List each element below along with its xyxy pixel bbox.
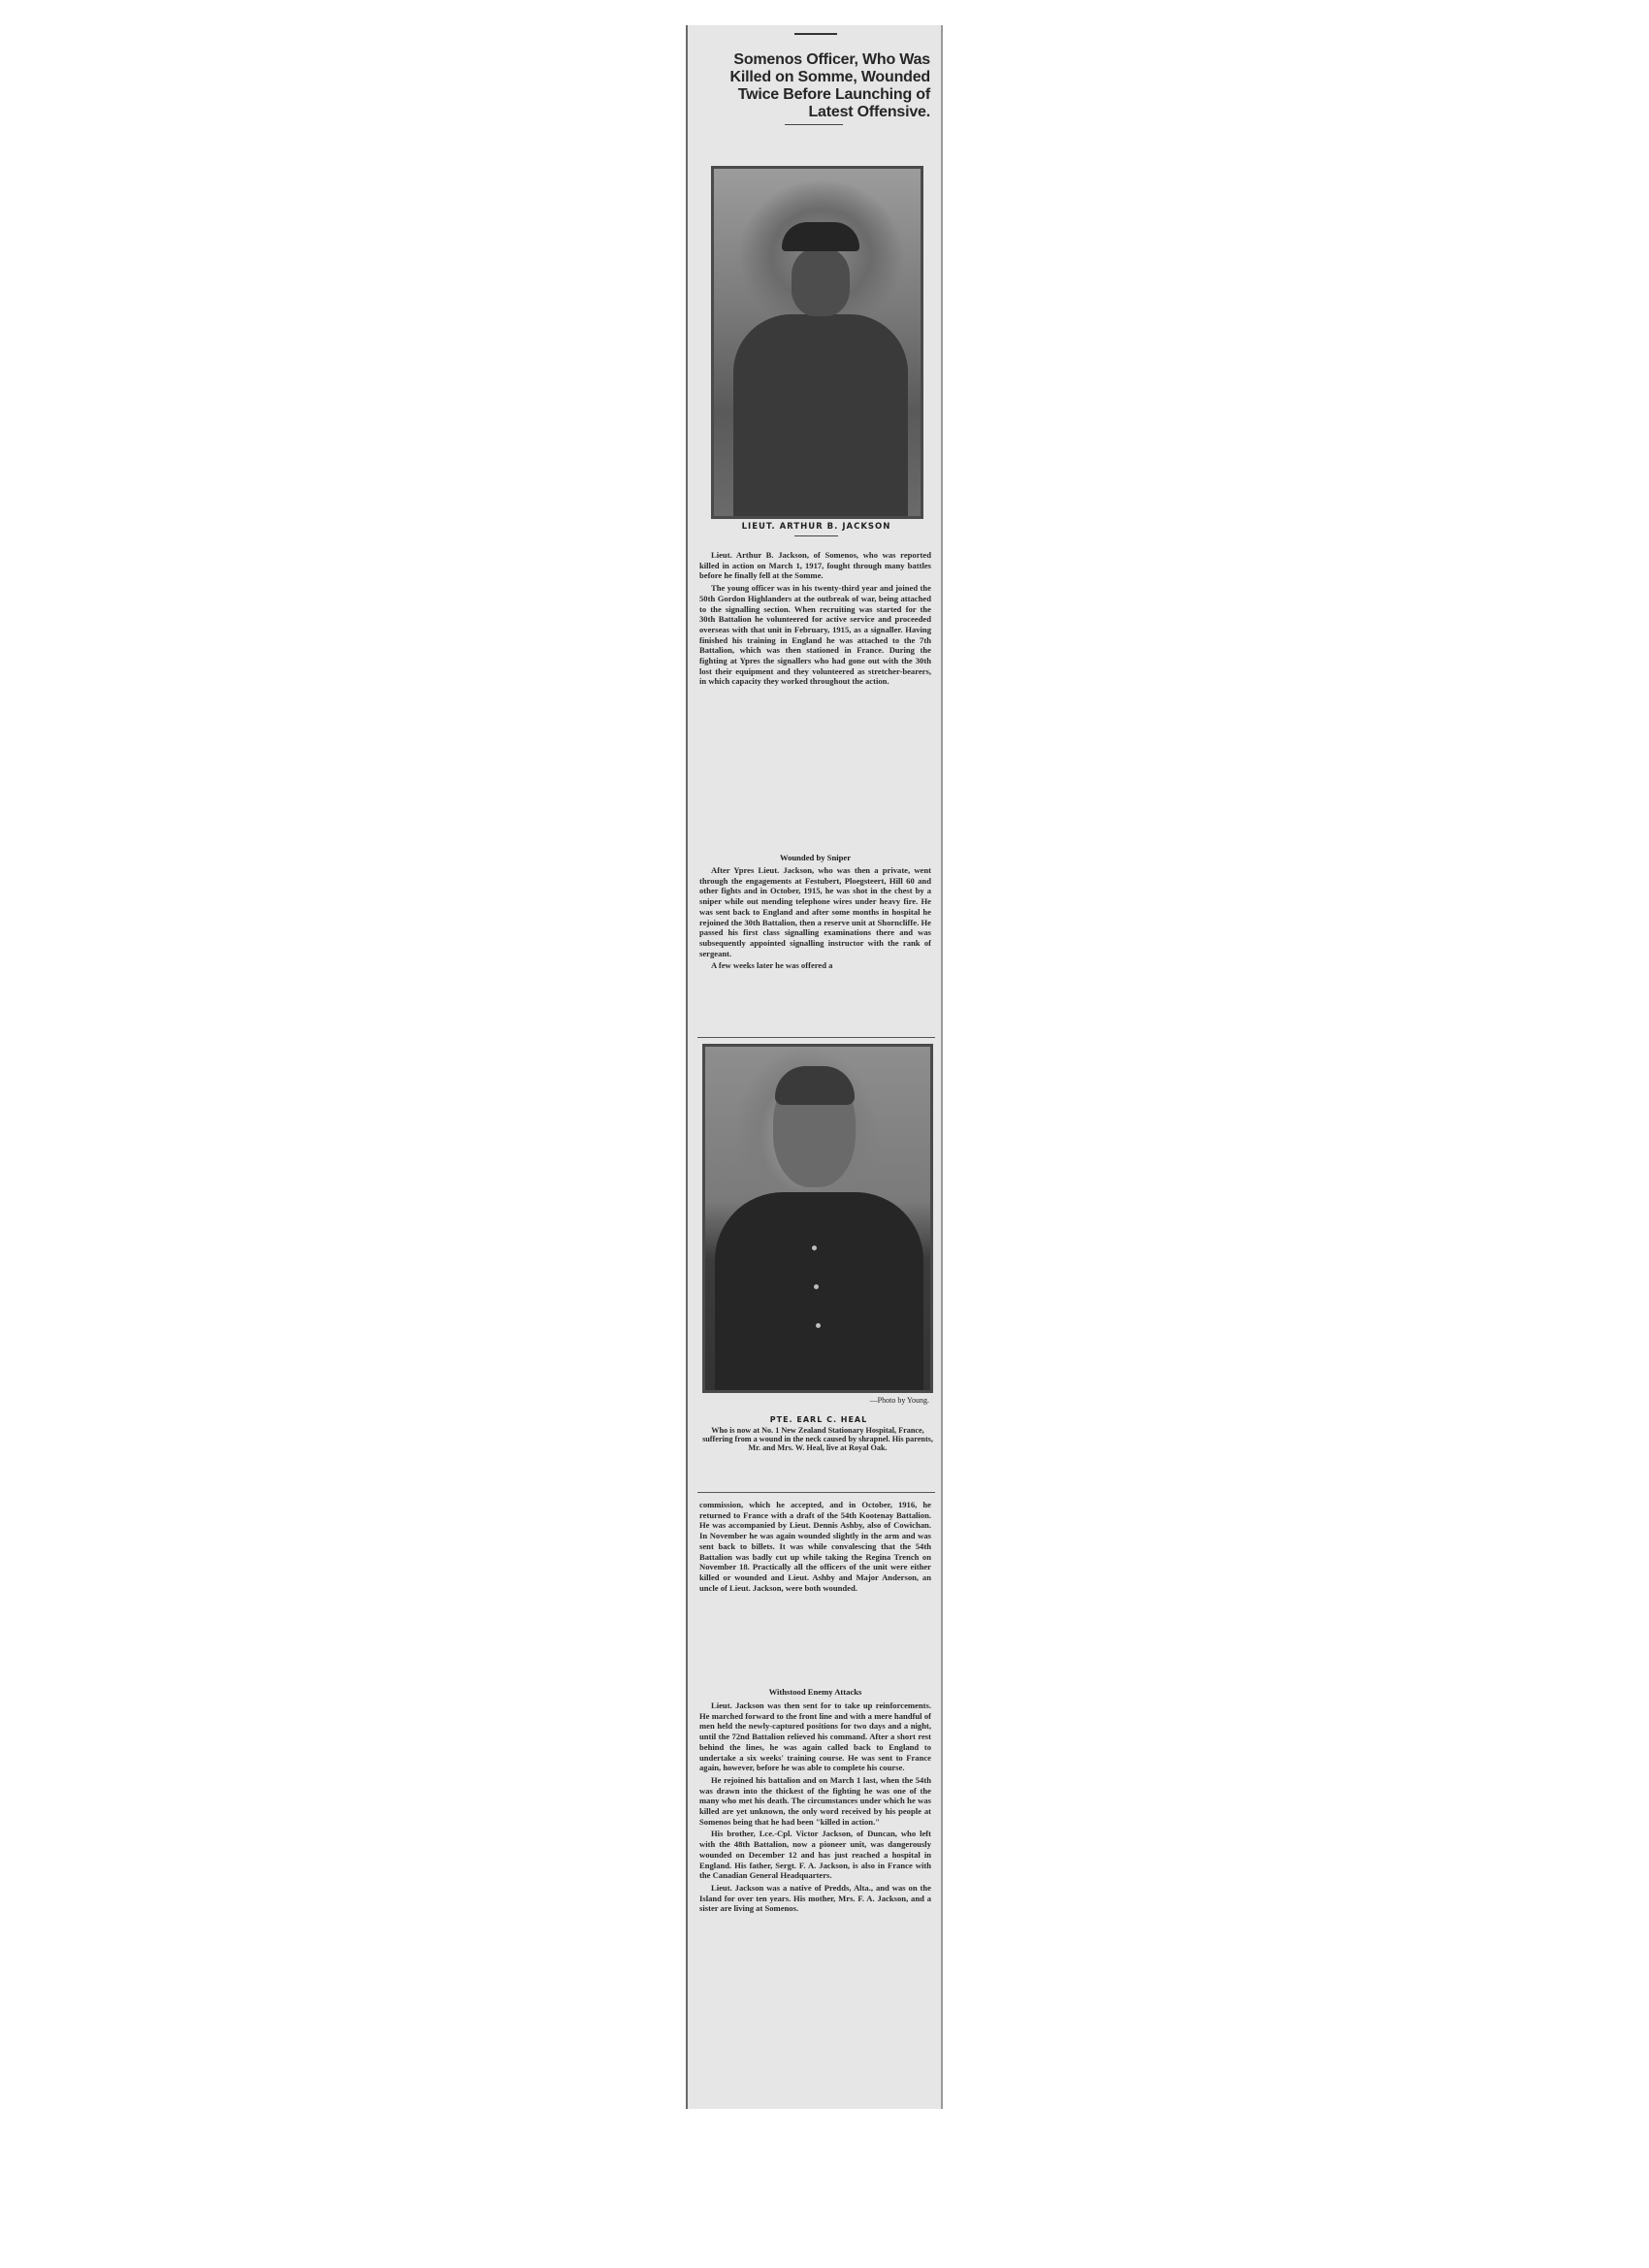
photo1-caption: LIEUT. ARTHUR B. JACKSON xyxy=(741,522,891,532)
tunic-button xyxy=(812,1246,817,1250)
article-section-4 xyxy=(699,1701,931,1916)
photo-pte-heal xyxy=(702,1044,933,1393)
headline-rule xyxy=(785,124,843,125)
paragraph: After Ypres Lieut. Jackson, who was then a private, went through the engagements at Festubert, Ploegsteert, Hill 60 and other fights and in October, 1915, he was shot in the chest by a sniper while out mending telephone wires under heavy fire. He was sent back to England and after some months in hospital he rejoined the 30th Battalion, then a reserve unit at Shorncliffe. He passed his first class signalling examinations there and was subsequently appointed signalling instructor with the rank of sergeant. xyxy=(699,865,931,958)
subhead-withstood-enemy-attacks: Withstood Enemy Attacks xyxy=(768,1687,862,1697)
tunic-button xyxy=(814,1284,819,1289)
paragraph: His brother, Lce.-Cpl. Victor Jackson, of Duncan, who left with the 48th Battalion, now a pioneer unit, was dangerously wounded on December 12 and has just reached a hospital in England. His father, Sergt. F. A. Jackson, is also in France with the Canadian General Headquarters. xyxy=(699,1829,931,1881)
photo-figure-body xyxy=(733,314,908,519)
paragraph: A few weeks later he was offered a xyxy=(711,960,833,971)
tunic-button xyxy=(816,1323,821,1328)
photo-lieut-jackson xyxy=(711,166,923,519)
article-section-3 xyxy=(699,1500,931,1595)
photo-figure-face xyxy=(792,248,850,316)
photo-credit: —Photo by Young. xyxy=(869,1396,929,1405)
paragraph: Lieut. Jackson was then sent for to take up reinforcements. He marched forward to the front line and with a mere handful of men held the newly-captured positions for two days and a night, until the 72nd Battalion relieved his command. After a short rest behind the lines, he was again called back to England to undertake a six weeks' training course. He was sent to France again, however, before he was able to complete his course. xyxy=(699,1701,931,1773)
headline: Somenos Officer, Who Was Killed on Somme, Wounded Twice Before Launching of Latest Offensive. xyxy=(729,51,930,120)
top-rule xyxy=(794,33,837,35)
column-divider xyxy=(697,1492,935,1493)
column-divider xyxy=(697,1037,935,1038)
paragraph: He rejoined his battalion and on March 1 last, when the 54th was drawn into the thickest of the fighting he was one of the many who met his death. The circumstances under which he was killed are yet unknown, the only word received by his people at Somenos being that he had been "killed in action." xyxy=(699,1774,931,1827)
paragraph: Lieut. Arthur B. Jackson, of Somenos, who was reported killed in action on March 1, 1917, fought through many battles before he finally fell at the Somme. xyxy=(699,550,931,581)
photo-figure-cap xyxy=(782,222,859,251)
subhead-wounded-by-sniper: Wounded by Sniper xyxy=(779,853,852,862)
article-section-2 xyxy=(699,865,931,973)
paragraph: The young officer was in his twenty-third year and joined the 50th Gordon Highlanders at the outbreak of war, being attached to the signalling section. When recruiting was started for the 30th Battalion he volunteered for active service and proceeded overseas with that unit in February, 1915, as a signaller. Having finished his training in England he was attached to the 7th Battalion, which was then stationed in France. During the fighting at Ypres the signallers who had gone out with the 30th lost their equipment and they volunteered as stretcher-bearers, in which capacity they worked throughout the action. xyxy=(699,583,931,687)
article-section-1 xyxy=(699,550,931,689)
caption-rule xyxy=(794,535,838,536)
photo2-caption-text: Who is now at No. 1 New Zealand Stationary Hospital, France, suffering from a wound in the neck caused by shrapnel. His parents, Mr. and Mrs. W. Heal, live at Royal Oak. xyxy=(702,1426,933,1452)
paragraph: Lieut. Jackson was a native of Predds, Alta., and was on the Island for over ten years. His mother, Mrs. F. A. Jackson, and a sister are living at Somenos. xyxy=(699,1882,931,1914)
photo-figure-body xyxy=(715,1192,923,1393)
photo2-caption: PTE. EARL C. HEAL xyxy=(769,1415,868,1424)
newspaper-clipping xyxy=(686,25,943,2109)
photo-figure-hair xyxy=(775,1066,855,1105)
paragraph: commission, which he accepted, and in October, 1916, he returned to France with a draft of the 54th Kootenay Battalion. He was accompanied by Lieut. Dennis Ashby, also of Cowichan. In November he was again wounded slightly in the arm and was sent back to billets. It was while convalescing that the 54th Battalion was badly cut up while taking the Regina Trench on November 18. Practically all the officers of the unit were either killed or wounded and Lieut. Ashby and Major Anderson, an uncle of Lieut. Jackson, were both wounded. xyxy=(699,1500,931,1593)
